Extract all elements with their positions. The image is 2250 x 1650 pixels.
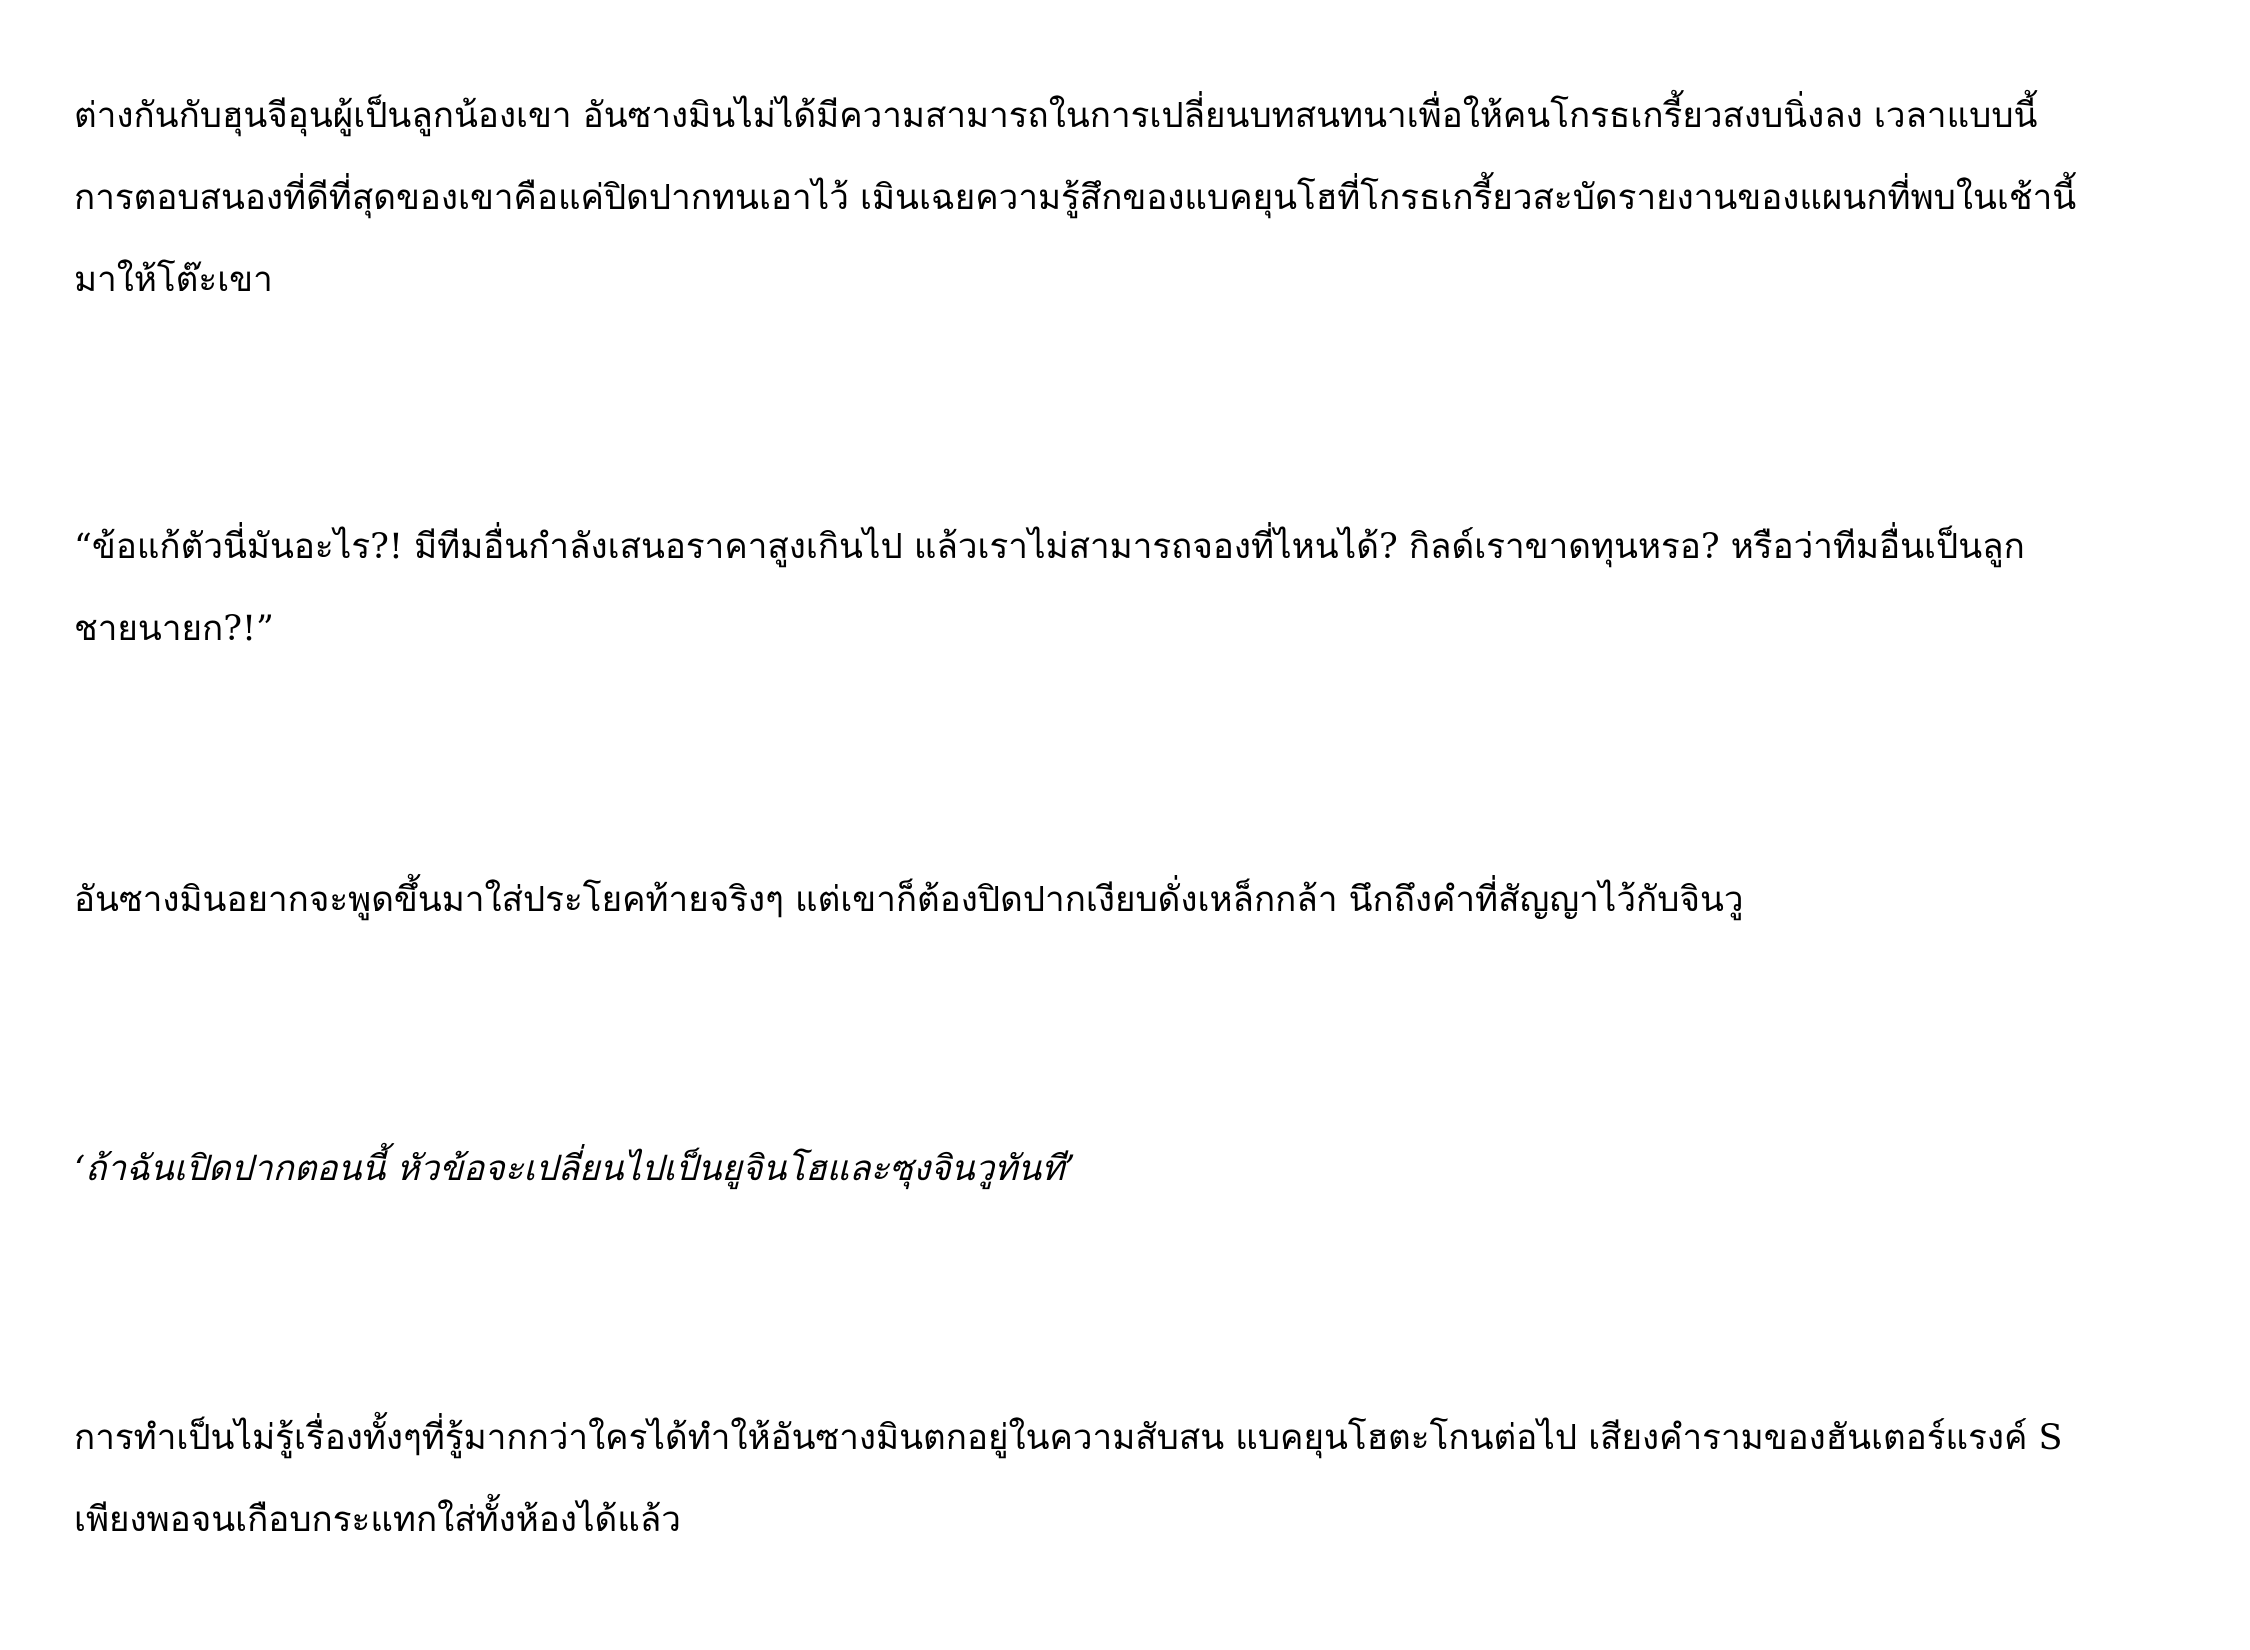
paragraph-line: การตอบสนองที่ดีที่สุดของเขาคือแค่ปิดปากทนเอาไว้ เมินเฉยความรู้สึกของแบคยุนโฮที่โกรธเกรี้ยวสะบัดรายงานของแผนกที่พบในเช้านี้ — [74, 178, 2077, 218]
paragraph-1 — [74, 75, 2204, 321]
paragraph-line: การทำเป็นไม่รู้เรื่องทั้งๆที่รู้มากกว่าใครได้ทำให้อันซางมินตกอยู่ในความสับสน แบคยุนโฮตะโกนต่อไป เสียงคำรามของฮันเตอร์แรงค์ S — [74, 1418, 2063, 1458]
paragraph-line: ชายนายก?!” — [74, 609, 274, 649]
paragraph-4-inner-thought — [74, 1128, 2204, 1210]
paragraph-line: ต่างกันกับฮุนจีอุนผู้เป็นลูกน้องเขา อันซางมินไม่ได้มีความสามารถในการเปลี่ยนบทสนทนาเพื่อให้คนโกรธเกรี้ยวสงบนิ่งลง เวลาแบบนี้ — [74, 96, 2038, 136]
paragraph-line: ‘ถ้าฉันเปิดปากตอนนี้ หัวข้อจะเปลี่ยนไปเป็นยูจินโฮและซุงจินวูทันที’ — [74, 1149, 1076, 1189]
paragraph-line: “ข้อแก้ตัวนี่มันอะไร?! มีทีมอื่นกำลังเสนอราคาสูงเกินไป แล้วเราไม่สามารถจองที่ไหนได้? กิลด์เราขาดทุนหรอ? หรือว่าทีมอื่นเป็นลูก — [74, 527, 2025, 567]
paragraph-3 — [74, 859, 2204, 941]
paragraph-line: เพียงพอจนเกือบกระแทกใส่ทั้งห้องได้แล้ว — [74, 1500, 681, 1540]
paragraph-2-dialogue — [74, 506, 2204, 670]
paragraph-5 — [74, 1397, 2204, 1561]
paragraph-line: มาให้โต๊ะเขา — [74, 260, 273, 300]
paragraph-line: อันซางมินอยากจะพูดขึ้นมาใส่ประโยคท้ายจริงๆ แต่เขาก็ต้องปิดปากเงียบดั่งเหล็กกล้า นึกถึงคำที่สัญญาไว้กับจินวู — [74, 880, 1744, 920]
